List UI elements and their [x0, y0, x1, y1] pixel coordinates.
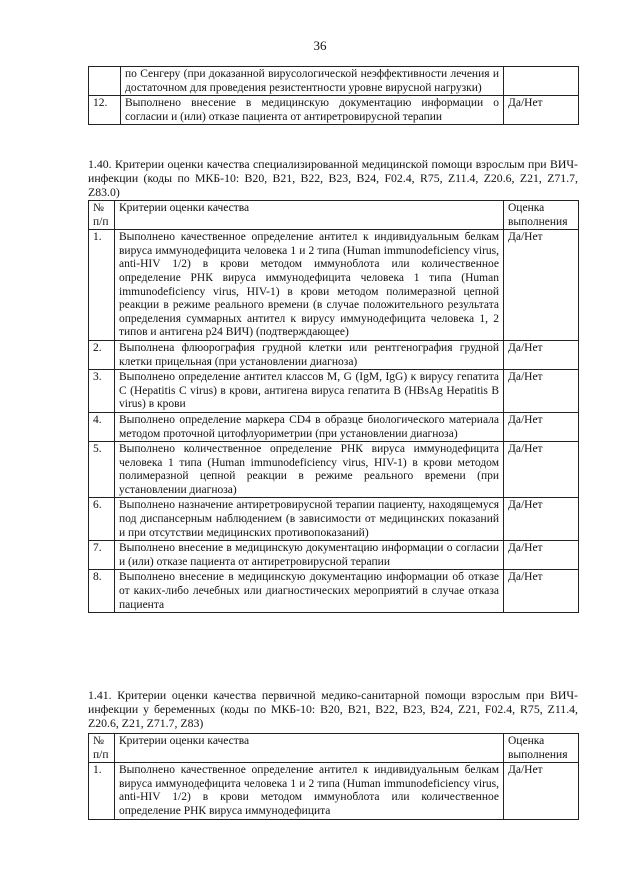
table-row: [89, 570, 579, 613]
row-number: 7.: [89, 541, 115, 570]
table-row: [89, 230, 579, 341]
row-grade: Да/Нет: [504, 570, 579, 613]
row-grade: [504, 67, 579, 96]
row-number: 12.: [89, 96, 121, 125]
row-criterion: Выполнено внесение в медицинскую документацию информации о согласии и (или) отказе пациента от антиретровирусной терапии: [115, 541, 504, 570]
table-row: [89, 370, 579, 413]
row-grade: Да/Нет: [504, 340, 579, 369]
page-number: 36: [313, 38, 327, 53]
column-header-grade: Оценка выполнения: [504, 734, 579, 763]
row-criterion: Выполнена флюорография грудной клетки или рентгенография грудной клетки прицельная (при установлении диагноза): [115, 340, 504, 369]
row-number: 2.: [89, 340, 115, 369]
row-number: 5.: [89, 442, 115, 498]
row-number: 6.: [89, 498, 115, 541]
row-grade: Да/Нет: [504, 442, 579, 498]
row-criterion: Выполнено определение маркера CD4 в образце биологического материала методом проточной цитофлуориметрии (при установлении диагноза): [115, 412, 504, 441]
row-criterion: Выполнено назначение антиретровирусной терапии пациенту, находящемуся под диспансерным наблюдением (в зависимости от медицинских показаний и при отсутствии медицинских противопоказаний): [115, 498, 504, 541]
row-criterion: Выполнено определение антител классов M, G (IgM, IgG) к вирусу гепатита С (Hepatitis С virus) в крови, антигена вируса гепатита В (HBsAg Hepatitis В virus) в крови: [115, 370, 504, 413]
row-grade: Да/Нет: [504, 230, 579, 341]
row-grade: Да/Нет: [504, 763, 579, 819]
row-number: 4.: [89, 412, 115, 441]
row-grade: Да/Нет: [504, 370, 579, 413]
row-number: 8.: [89, 570, 115, 613]
row-criterion: Выполнено количественное определение РНК вируса иммунодефицита человека 1 типа (Human immunodeficiency virus, HIV-1) в крови методом полимеразной цепной реакции в режиме реального времени (при установлении диагноза): [115, 442, 504, 498]
row-grade: Да/Нет: [504, 96, 579, 125]
row-criterion: Выполнено внесение в медицинскую документацию информации о согласии и (или) отказе пациента от антиретровирусной терапии: [121, 96, 504, 125]
row-number: 3.: [89, 370, 115, 413]
row-criterion: Выполнено внесение в медицинскую документацию информации об отказе от каких-либо лечебных или диагностических мероприятий в случае отказа пациента: [115, 570, 504, 613]
table-row: [89, 412, 579, 441]
row-grade: Да/Нет: [504, 541, 579, 570]
row-criterion: Выполнено качественное определение антител к индивидуальным белкам вируса иммунодефицита человека 1 и 2 типа (Human immunodeficiency virus, anti-HIV 1/2) в крови методом иммуноблота или количественное определение РНК вируса иммунодефицита человека 1 типа (Human immunodeficiency virus, HIV-1) в крови методом полимеразной цепной реакции в режиме реального времени (в случае положительного результата определения суммарных антител к вирусу иммунодефицита человека 1, 2 типов и антигена р24 ВИЧ) (подтверждающее): [115, 230, 504, 341]
table-row: [89, 340, 579, 369]
table-row: [89, 442, 579, 498]
table-row: [89, 67, 579, 96]
row-criterion: Выполнено качественное определение антител к индивидуальным белкам вируса иммунодефицита человека 1 и 2 типа (Human immunodeficiency virus, anti-HIV 1/2) в крови методом иммуноблота или количественное определение РНК вируса иммунодефицита: [115, 763, 504, 819]
column-header-criteria: Критерии оценки качества: [115, 201, 504, 230]
table-row: [89, 498, 579, 541]
row-grade: Да/Нет: [504, 412, 579, 441]
section-heading-1-41: 1.41. Критерии оценки качества первичной медико-санитарной помощи взрослым при ВИЧ-инфекции у беременных (коды по МКБ-10: В20, В21, В22, В23, В24, Z21, F02.4, R75, Z11.4, Z20.6, Z21, Z71.7, Z83): [88, 688, 578, 731]
criteria-table-1-41: [88, 733, 579, 820]
table-header-row: [89, 734, 579, 763]
row-grade: Да/Нет: [504, 498, 579, 541]
row-criterion: по Сенгеру (при доказанной вирусологической неэффективности лечения и достаточном для проведения резистентности уровне вирусной нагрузки): [121, 67, 504, 96]
criteria-table-1-40: [88, 200, 579, 613]
table-row: [89, 96, 579, 125]
column-header-criteria: Критерии оценки качества: [115, 734, 504, 763]
row-number: 1.: [89, 230, 115, 341]
table-header-row: [89, 201, 579, 230]
row-number: 1.: [89, 763, 115, 819]
column-header-grade: Оценка выполнения: [504, 201, 579, 230]
column-header-number: № п/п: [89, 734, 115, 763]
section-heading-1-40: 1.40. Критерии оценки качества специализированной медицинской помощи взрослым при ВИЧ-инфекции (коды по МКБ-10: В20, В21, В22, В23, В24, F02.4, R75, Z11.4, Z20.6, Z21, Z71.7, Z83.0): [88, 157, 578, 200]
table-row: [89, 763, 579, 819]
column-header-number: № п/п: [89, 201, 115, 230]
continuation-table: [88, 66, 579, 125]
table-row: [89, 541, 579, 570]
row-number: [89, 67, 121, 96]
